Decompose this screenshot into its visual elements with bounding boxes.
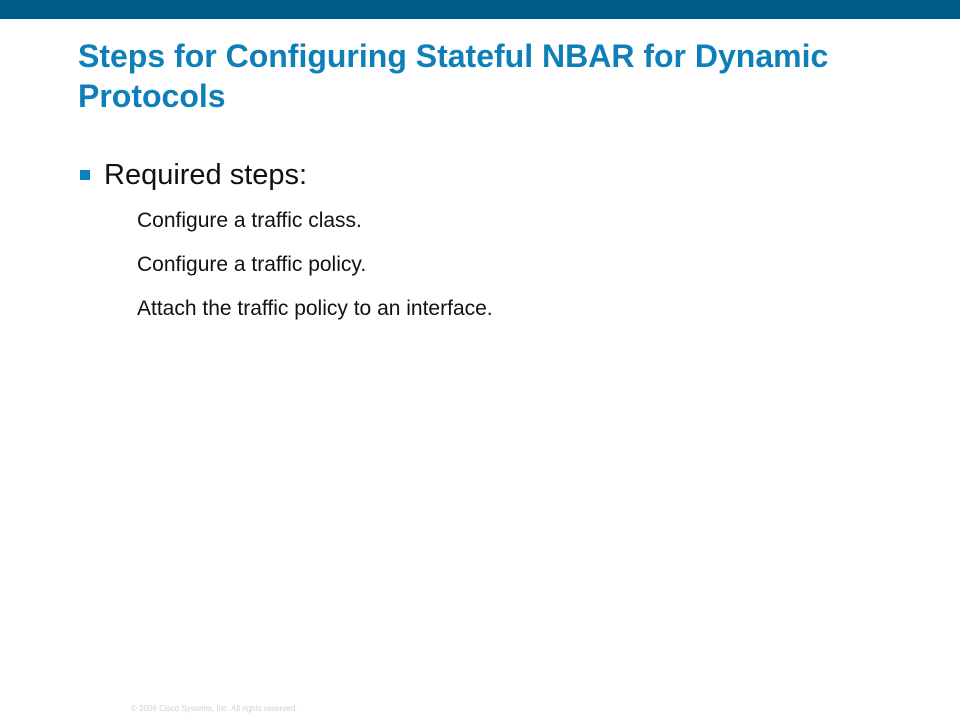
bullet-item-required-steps: [80, 156, 307, 194]
bullet-text: Required steps:: [104, 158, 308, 191]
sub-step-item: Configure a traffic class.: [137, 209, 362, 232]
sub-steps-list: [137, 199, 493, 331]
copyright-footer: © 2006 Cisco Systems, Inc. All rights reserved.: [131, 704, 298, 713]
sub-step-item: Configure a traffic policy.: [137, 253, 367, 276]
top-banner-bar: [0, 0, 960, 19]
sub-step-item: Attach the traffic policy to an interface.: [137, 297, 493, 320]
square-bullet-icon: [80, 170, 90, 180]
slide-title: Steps for Configuring Stateful NBAR for Dynamic Protocols: [78, 38, 829, 114]
